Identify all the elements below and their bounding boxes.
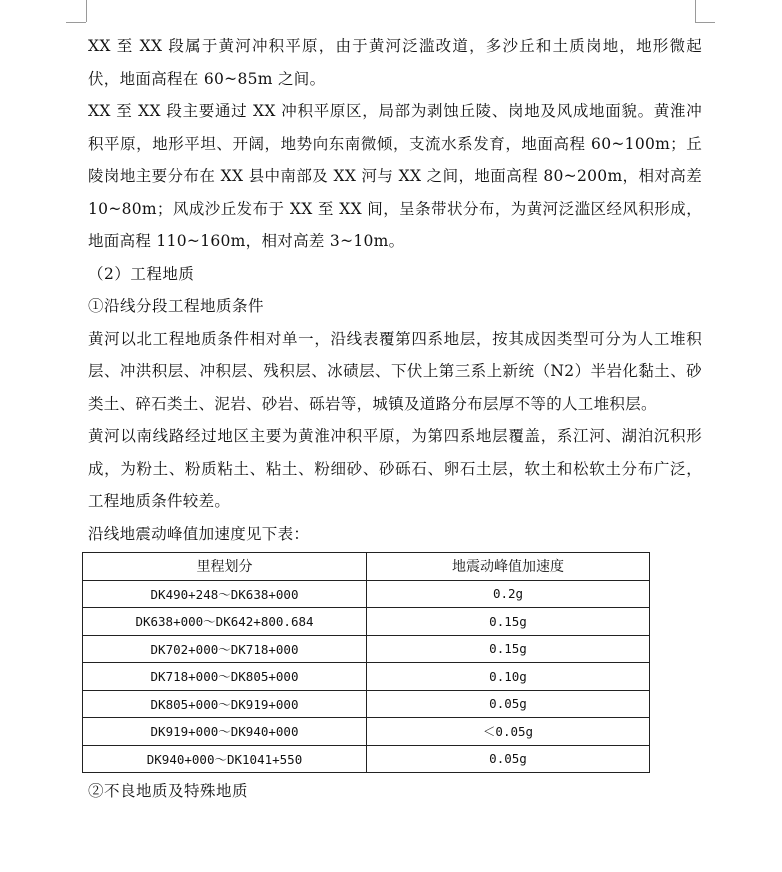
mileage-cell: DK919+000～DK940+000 — [83, 718, 367, 746]
table-row — [83, 635, 650, 663]
table-row — [83, 690, 650, 718]
mileage-cell: DK805+000～DK919+000 — [83, 690, 367, 718]
subsection-heading: ①沿线分段工程地质条件 — [88, 297, 265, 315]
mileage-cell: DK702+000～DK718+000 — [83, 635, 367, 663]
paragraph-geology-south: 黄河以南线路经过地区主要为黄淮冲积平原，为第四系地层覆盖，系江河、湖泊沉积形成，为粉土、粉质粘土、粘土、粉细砂、砂砾石、卵石土层，软土和松软土分布广泛，工程地质条件较差。 — [88, 427, 702, 510]
paragraph-terrain-1: XX 至 XX 段属于黄河冲积平原，由于黄河泛滥改道，多沙丘和土质岗地，地形微起伏，地面高程在 60~85m 之间。 — [88, 37, 702, 88]
table-row — [83, 608, 650, 636]
acceleration-cell: 0.15g — [367, 635, 650, 663]
table-row — [83, 580, 650, 608]
acceleration-cell: 0.05g — [367, 745, 650, 773]
paragraph-terrain-2: XX 至 XX 段主要通过 XX 冲积平原区，局部为剥蚀丘陵、岗地及风成地面貌。黄淮冲积平原，地形平坦、开阔，地势向东南微倾，支流水系发育，地面高程 60~100m；丘陵岗地主要分布在 XX 县中南部及 XX 河与 XX 之间，地面高程 80~200m，相对高差 10~80m；风成沙丘发布于 XX 至 XX 间，呈条带状分布，为黄河泛滥区经风积形成，地面高程 110~160m，相对高差 3~10m。 — [88, 102, 702, 250]
mileage-cell: DK940+000～DK1041+550 — [83, 745, 367, 773]
acceleration-cell: 0.05g — [367, 690, 650, 718]
document-body — [88, 30, 702, 808]
crop-mark-top-left-vertical — [86, 0, 87, 22]
acceleration-cell: 0.15g — [367, 608, 650, 636]
table-row — [83, 745, 650, 773]
mileage-cell: DK718+000～DK805+000 — [83, 663, 367, 691]
crop-mark-top-left-horizontal — [66, 22, 86, 23]
table-row — [83, 663, 650, 691]
table-row — [83, 718, 650, 746]
header-mileage: 里程划分 — [83, 553, 367, 581]
seismic-acceleration-table — [82, 552, 650, 773]
table-intro: 沿线地震动峰值加速度见下表： — [88, 524, 310, 543]
acceleration-cell: ＜0.05g — [367, 718, 650, 746]
next-section-heading: ②不良地质及特殊地质 — [88, 782, 249, 800]
mileage-cell: DK638+000～DK642+800.684 — [83, 608, 367, 636]
section-heading: （2）工程地质 — [88, 264, 195, 283]
header-acceleration: 地震动峰值加速度 — [367, 553, 650, 581]
acceleration-cell: 0.10g — [367, 663, 650, 691]
crop-mark-top-right-vertical — [695, 0, 696, 22]
paragraph-geology-north: 黄河以北工程地质条件相对单一，沿线表覆第四系地层，按其成因类型可分为人工堆积层、冲洪积层、冲积层、残积层、冰碛层、下伏上第三系上新统（N2）半岩化黏土、砂类土、碎石类土、泥岩、砂岩、砾岩等，城镇及道路分布层厚不等的人工堆积层。 — [88, 329, 702, 413]
table-header-row — [83, 553, 650, 581]
crop-mark-top-right-horizontal — [695, 22, 715, 23]
acceleration-cell: 0.2g — [367, 580, 650, 608]
mileage-cell: DK490+248～DK638+000 — [83, 580, 367, 608]
